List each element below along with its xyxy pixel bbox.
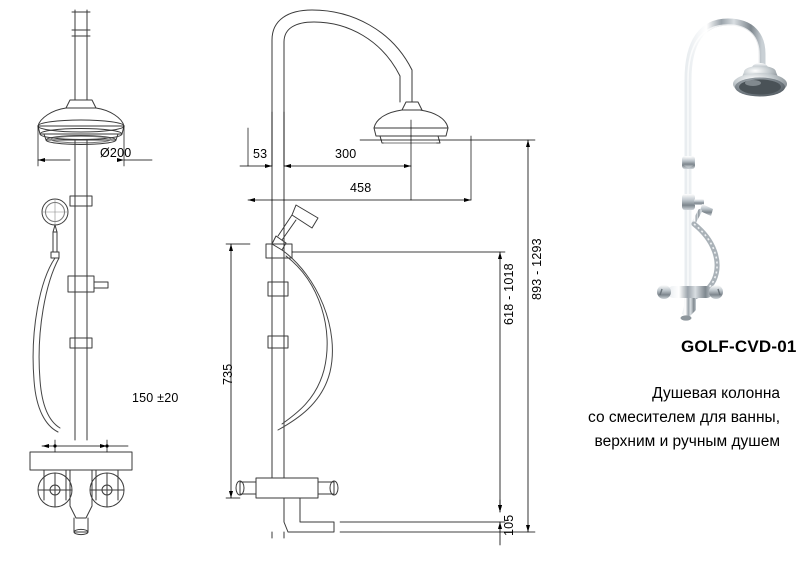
product-description-line-3: верхним и ручным душем (594, 433, 780, 451)
dim-arm-offset: 53 (253, 147, 268, 161)
dim-spout-height: 105 (502, 514, 516, 536)
product-description (496, 382, 780, 454)
front-view-geometry (30, 10, 152, 535)
dim-head-diameter: Ø200 (100, 146, 132, 160)
dim-rail-height: 618 - 1018 (502, 263, 516, 325)
side-view-geometry (226, 10, 535, 545)
dim-mixer-spacing: 150 ±20 (132, 391, 179, 405)
dim-total-reach: 458 (350, 181, 372, 195)
product-code: GOLF-CVD-01 (681, 337, 797, 356)
dim-overall-height: 893 - 1293 (530, 238, 544, 300)
dim-riser-height: 735 (221, 363, 235, 385)
dim-arm-length: 300 (335, 147, 357, 161)
product-description-line-2: со смесителем для ванны, (588, 409, 780, 427)
product-photo-render (610, 8, 790, 328)
product-photo (610, 8, 790, 328)
product-description-line-1: Душевая колонна (652, 385, 780, 402)
